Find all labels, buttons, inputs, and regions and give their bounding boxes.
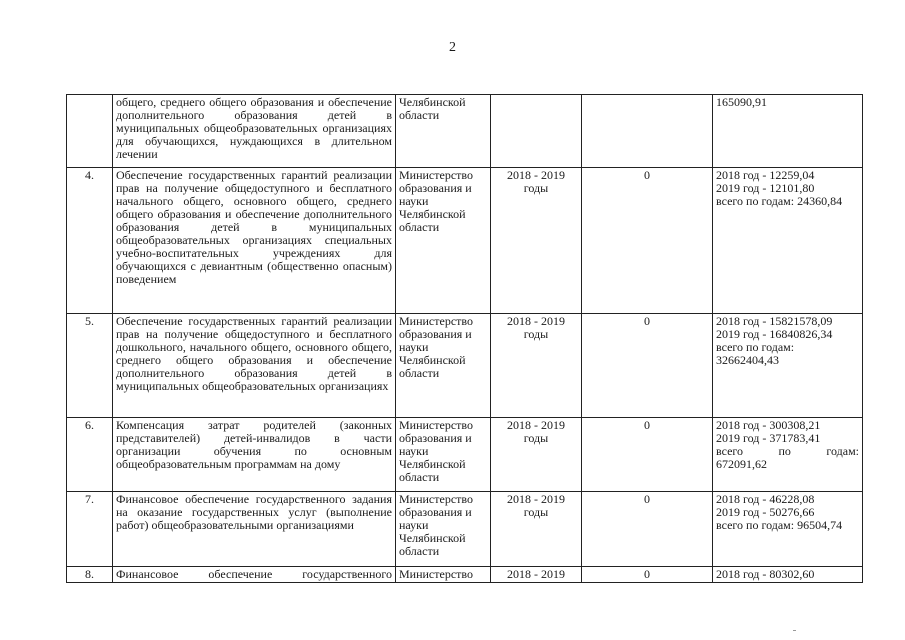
zero-value: 0 (582, 314, 713, 418)
executor: Министерство образования и науки Челябинской области (396, 492, 491, 567)
row-number (67, 95, 113, 168)
funding-line: 2019 год - 50276,66 (716, 505, 815, 519)
period: 2018 - 2019 годы (491, 492, 582, 567)
table-row (67, 492, 863, 567)
table-row (67, 418, 863, 492)
period: 2018 - 2019 (491, 567, 582, 583)
table-row (67, 314, 863, 418)
period: 2018 - 2019 годы (491, 314, 582, 418)
funding (713, 95, 863, 168)
period (491, 95, 582, 168)
funding-line: 2019 год - 371783,41 (716, 431, 821, 445)
table-row (67, 168, 863, 314)
funding (713, 492, 863, 567)
row-number: 7. (67, 492, 113, 567)
period: 2018 - 2019 годы (491, 418, 582, 492)
measure-description: Обеспечение государственных гарантий реализации прав на получение общедоступного и бесплатного дошкольного, начального общего, основного общего, среднего общего образования и обеспечение дополнительного образования детей в муниципальных общеобразовательных организациях (113, 314, 396, 418)
executor: Министерство (396, 567, 491, 583)
page-number: 2 (449, 40, 456, 55)
funding (713, 314, 863, 418)
funding-line: всего по годам: 24360,84 (716, 194, 843, 208)
row-number: 5. (67, 314, 113, 418)
row-number: 6. (67, 418, 113, 492)
funding (713, 418, 863, 492)
zero-value: 0 (582, 567, 713, 583)
measure-description: Финансовое обеспечение государственного (113, 567, 396, 583)
funding-line: 2018 год - 80302,60 (716, 567, 815, 581)
program-measures-table (66, 94, 863, 583)
funding-line: 2018 год - 46228,08 (716, 492, 815, 506)
period: 2018 - 2019 годы (491, 168, 582, 314)
funding-line: всего по годам: (716, 444, 859, 458)
measure-description: общего, среднего общего образования и обеспечение дополнительного образования детей в муниципальных общеобразовательных организациях для обучающихся, нуждающихся в длительном лечении (113, 95, 396, 168)
zero-value (582, 95, 713, 168)
table-row (67, 95, 863, 168)
funding (713, 168, 863, 314)
executor: Министерство образования и науки Челябинской области (396, 314, 491, 418)
funding-line: всего по годам: (716, 340, 795, 354)
funding-line: 2019 год - 12101,80 (716, 181, 815, 195)
executor: Министерство образования и науки Челябинской области (396, 168, 491, 314)
funding (713, 567, 863, 583)
table-row (67, 567, 863, 583)
funding-line: всего по годам: 96504,74 (716, 518, 843, 532)
zero-value: 0 (582, 168, 713, 314)
funding-line: 32662404,43 (716, 353, 779, 367)
funding-line: 2019 год - 16840826,34 (716, 327, 833, 341)
funding-line: 672091,62 (716, 457, 767, 471)
funding-line: 165090,91 (716, 95, 767, 109)
zero-value: 0 (582, 492, 713, 567)
executor: Министерство образования и науки Челябинской области (396, 418, 491, 492)
measure-description: Обеспечение государственных гарантий реализации прав на получение общедоступного и бесплатного начального общего, основного общего, среднего общего образования и обеспечение дополнительного образования детей в муниципальных общеобразовательных организациях специальных учебно-воспитательных учреждениях для обучающихся с девиантным (общественно опасным) поведением (113, 168, 396, 314)
row-number: 8. (67, 567, 113, 583)
funding-line: 2018 год - 15821578,09 (716, 314, 833, 328)
measure-description: Компенсация затрат родителей (законных представителей) детей-инвалидов в части организации обучения по основным общеобразовательным программам на дому (113, 418, 396, 492)
zero-value: 0 (582, 418, 713, 492)
measure-description: Финансовое обеспечение государственного задания на оказание государственных услуг (выполнение работ) общеобразовательными организациями (113, 492, 396, 567)
executor: Челябинской области (396, 95, 491, 168)
scan-speck (793, 630, 796, 631)
funding-line: 2018 год - 12259,04 (716, 168, 815, 182)
row-number: 4. (67, 168, 113, 314)
funding-line: 2018 год - 300308,21 (716, 418, 821, 432)
